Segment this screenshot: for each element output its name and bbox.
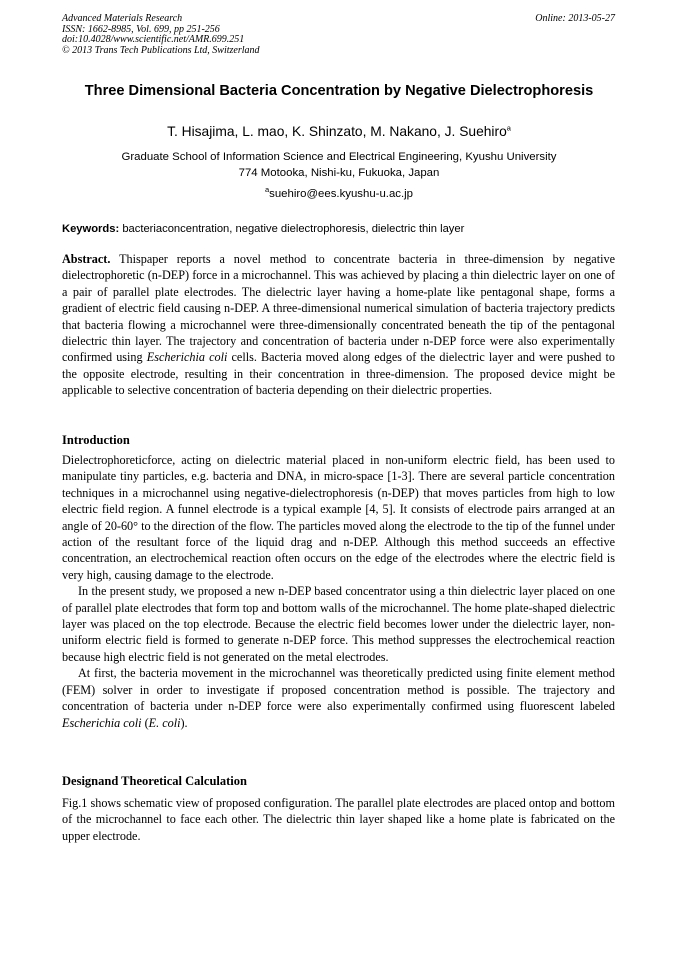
affiliation-line-2: 774 Motooka, Nishi-ku, Fukuoka, Japan bbox=[238, 167, 440, 179]
design-body bbox=[62, 795, 615, 844]
paper-title: Three Dimensional Bacteria Concentration by Negative Dielectrophoresis bbox=[84, 83, 594, 99]
issn-line: ISSN: 1662-8985, Vol. 699, pp 251-256 bbox=[62, 23, 220, 35]
intro-paragraph-3-text: At first, the bacteria movement in the microchannel was theoretically predicted using finite element method (FEM) solver in order to investigate if proposed concentration method is possible. The trajectory and concentration of bacteria under n-DEP force were also experimentally confirmed using fluorescent labeled bbox=[62, 666, 615, 714]
abstract-text-2: cells. Bacteria moved along edges of the dielectric layer and were pushed to the opposite electrode, resulting in their concentration in three-dimension. The proposed device might be applicable to selective concentration of bacteria depending on their dielectric properties. bbox=[62, 350, 615, 398]
journal-name: Advanced Materials Research bbox=[62, 13, 183, 24]
abstract-label: Abstract. bbox=[62, 252, 111, 266]
affiliation-line-1: Graduate School of Information Science and Electrical Engineering, Kyushu University bbox=[121, 151, 557, 163]
affiliation bbox=[62, 149, 616, 181]
author-list bbox=[62, 123, 616, 141]
email-address: suehiro@ees.kyushu-u.ac.jp bbox=[269, 188, 414, 200]
email-superscript: a bbox=[264, 185, 270, 195]
author-names: T. Hisajima, L. mao, K. Shinzato, M. Nakano, J. Suehiro bbox=[167, 124, 507, 139]
email-line bbox=[62, 186, 616, 202]
online-date: Online: 2013-05-27 bbox=[535, 13, 615, 24]
keywords-text: bacteriaconcentration, negative dielectrophoresis, dielectric thin layer bbox=[122, 223, 465, 235]
design-paragraph-1: Fig.1 shows schematic view of proposed configuration. The parallel plate electrodes are placed ontop and bottom of the microchannel to face each other. The dielectric thin layer shaped like a home plate is fabricated on the upper electrode. bbox=[62, 796, 615, 843]
doi-line: doi:10.4028/www.scientific.net/AMR.699.251 bbox=[62, 34, 245, 46]
keywords-label: Keywords: bbox=[62, 223, 120, 235]
author-superscript: a bbox=[506, 123, 511, 133]
abstract bbox=[62, 251, 615, 399]
intro-paren-close: ). bbox=[180, 715, 188, 730]
journal-header bbox=[62, 14, 260, 56]
intro-paren-open: ( bbox=[144, 715, 149, 730]
intro-organism: Escherichia coli bbox=[62, 715, 142, 730]
intro-paragraph-1: Dielectrophoreticforce, acting on dielectric material placed in non-uniform electric field, has been used to manipulate tiny particles, e.g. bacteria and DNA, in micro-space [1-3]. There are several particle concentration techniques in a microchannel using negative-dielectrophoresis (n-DEP) that moves particles from high to low electric field region. A funnel electrode is a typical example [4, 5]. It consists of electrode pairs arranged at an angle of 20-60° to the direction of the flow. The particles moved along the electrode to the tip of the funnel under action of the resultant force of the liquid drag and n-DEP. Although this method succeeds an effective concentration, an electrochemical reaction often occurs on the edge of the electrodes where the electric field is very high, causing damage to the electrode. bbox=[62, 453, 615, 582]
abstract-text-1: Thispaper reports a novel method to concentrate bacteria in three-dimension by negative dielectrophoretic (n-DEP) force in a microchannel. This was achieved by placing a thin dielectric layer on one of a pair of parallel plate electrodes. The dielectric layer having a home-plate like pentagonal shape, forms a gradient of electric field causing n-DEP. A three-dimensional numerical simulation of bacteria trajectory predicts that bacteria flowing a microchannel were three-dimensionally concentrated beneath the tip of the pentagonal dielectric thin layer. The trajectory and concentration of bacteria under n-DEP force were also experimentally confirmed using bbox=[62, 252, 615, 365]
introduction-heading: Introduction bbox=[62, 433, 130, 447]
intro-paragraph-2: In the present study, we proposed a new n-DEP based concentrator using a thin dielectric layer placed on one of parallel plate electrodes that form top and bottom walls of the microchannel. The home plate-shaped dielectric layer was placed on the top electrode. Because the electric field becomes lower under the dielectric layer, non-uniform electric field is formed to generate n-DEP force. This method suppresses the electrochemical reaction because high electric field is not generated on the metal electrodes. bbox=[62, 584, 615, 664]
keywords bbox=[62, 222, 616, 236]
intro-organism-abbr: E. coli bbox=[148, 715, 181, 730]
copyright-line: © 2013 Trans Tech Publications Ltd, Switzerland bbox=[62, 44, 260, 56]
intro-paragraph-3 bbox=[62, 665, 615, 731]
design-heading: Designand Theoretical Calculation bbox=[62, 774, 247, 788]
abstract-organism: Escherichia coli bbox=[146, 350, 228, 365]
introduction-body bbox=[62, 452, 615, 731]
